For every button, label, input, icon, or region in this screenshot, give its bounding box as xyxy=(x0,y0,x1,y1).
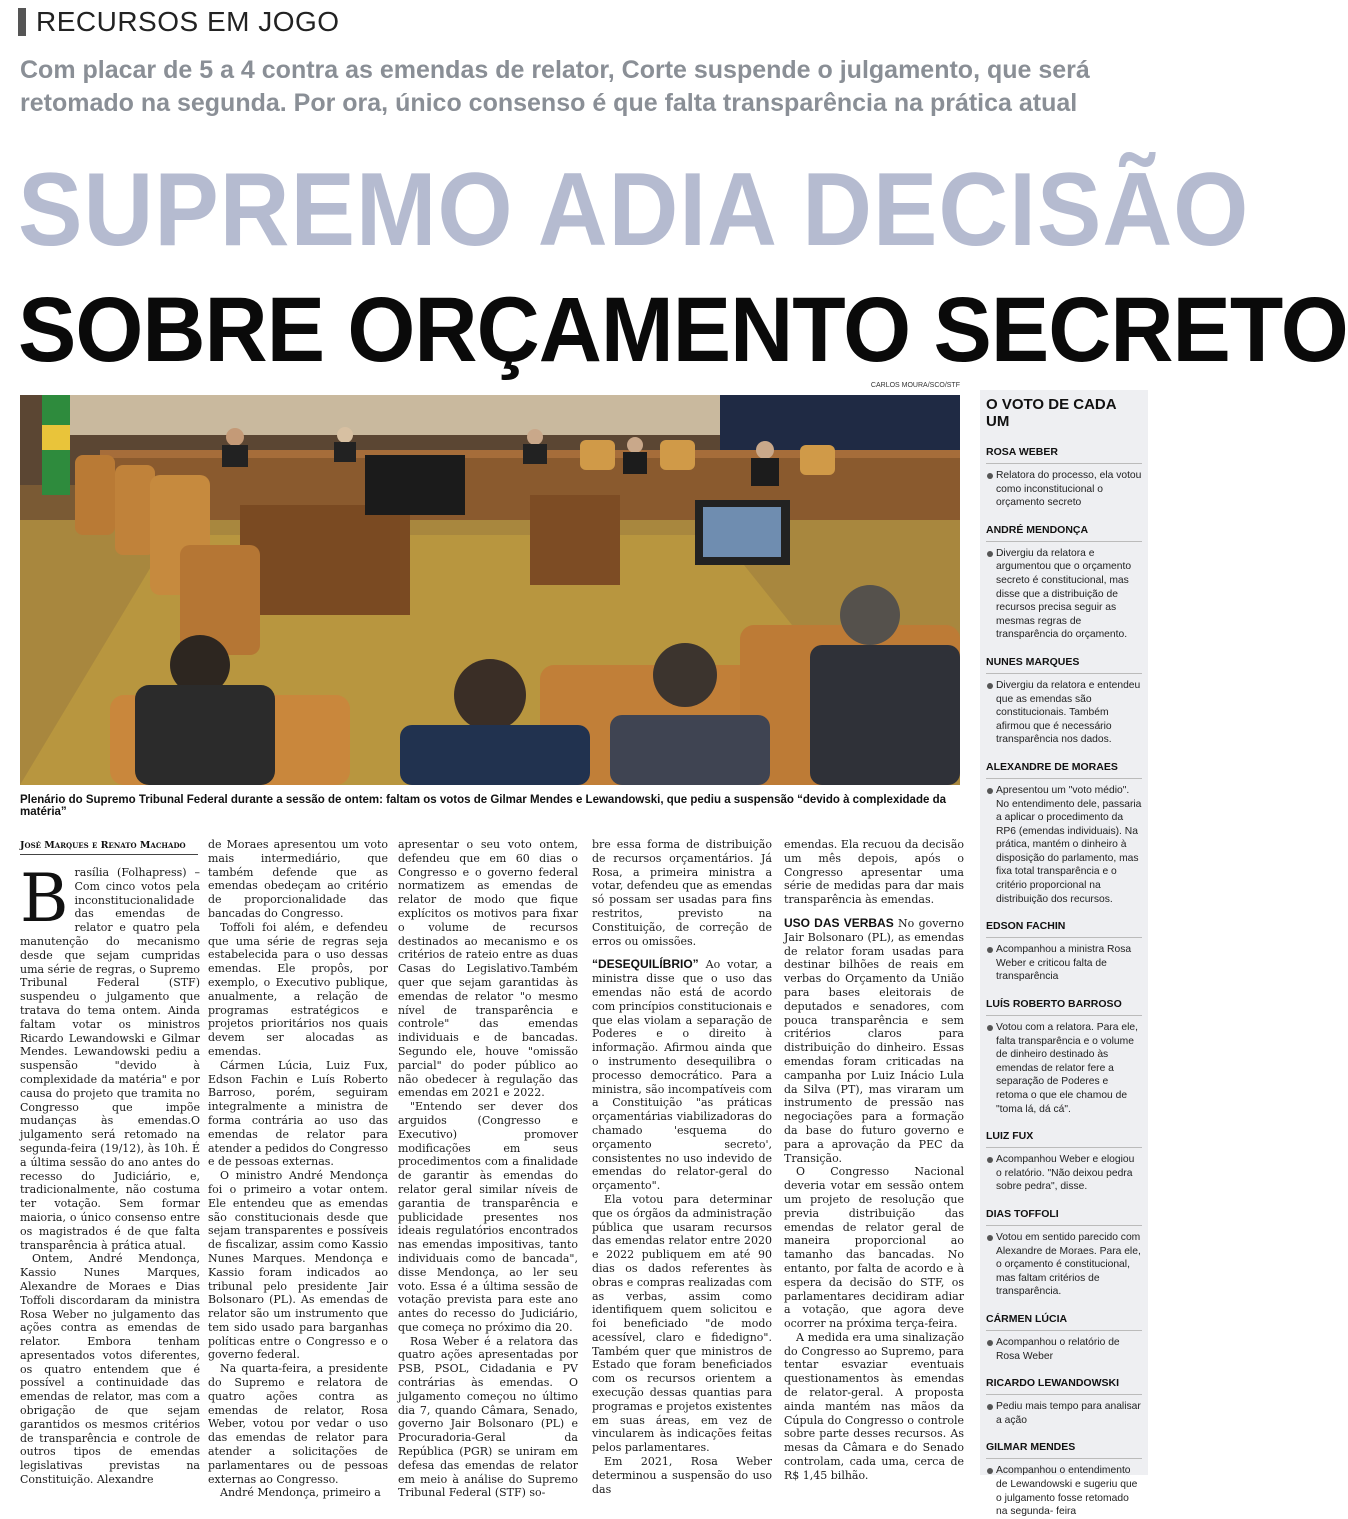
article-paragraph xyxy=(592,958,772,1193)
article-paragraph: Rosa Weber é a relatora das quatro ações apresentadas por PSB, PSOL, Cidadania e PV contrárias às emendas. O julgamento começou no último dia 7, quando Câmara, Senado, governo Jair Bolsonaro (PL) e Procuradoria-Geral da República (PGR) se uniram em defesa das emendas de relator em meio à análise do Supremo Tribunal Federal (STF) so- xyxy=(398,1334,578,1500)
article-paragraph: Ontem, André Mendonça, Kassio Nunes Marques, Alexandre de Moraes e Dias Toffoli discordaram da ministra Rosa Weber no julgamento das ações contra as emendas de relator. Embora tenham apresentados votos diferentes, os quatro entendem que é possível a continuidade das emendas de relator, mas com a obrigação de que sejam garantidos os mesmos critérios de transparência e controle de outros tipos de emendas legislativas previstas na Constituição. Alexandre xyxy=(20,1252,200,1487)
vote-entry xyxy=(986,920,1142,984)
article-paragraph: Ela votou para determinar que os órgãos da administração pública que usaram recursos das emendas relator entre 2020 e 2022 publiquem em até 90 dias os dados referentes às obras e compras realizadas com as verbas, assim como identifiquem quem solicitou e foi beneficiado "de modo acessível, claro e fidedigno". Também quer que ministros de Estado que foram beneficiados com os recursos orientem a execução dessas quantias para programas e projetos existentes em suas áreas, em vez de vincularem às indicações feitas pelos parlamentares. xyxy=(592,1192,772,1455)
article-paragraph: de Moraes apresentou um voto mais intermediário, que também defende que as emendas obedeçam ao critério de proporcionalidade das bancadas do Congresso. xyxy=(208,838,388,920)
article-paragraph: emendas. Ela recuou da decisão um mês depois, após o Congresso apresentar uma série de medidas para dar mais transparência às emendas. xyxy=(784,838,964,907)
minister-name: RICARDO LEWANDOWSKI xyxy=(986,1377,1142,1395)
article-paragraph: Toffoli foi além, e defendeu que uma série de regras seja estabelecida para o uso dessas emendas. Ele propôs, por exemplo, o Executivo publique, anualmente, a relação de programas estratégicos e projetos prioritários nos quais devem ser alocadas as emendas. xyxy=(208,920,388,1058)
vote-description: Votou em sentido parecido com Alexandre de Moraes. Para ele, o orçamento é constitucional, mas faltam critérios de transparência. xyxy=(986,1231,1142,1299)
minister-name: ROSA WEBER xyxy=(986,446,1142,464)
vote-description: Acompanhou Weber e elogiou o relatório. "Não deixou pedra sobre pedra", disse. xyxy=(986,1153,1142,1194)
vote-entry xyxy=(986,998,1142,1116)
vote-entry xyxy=(986,524,1142,642)
kicker-text: Ao votar, a ministra disse que o uso das emendas não está de acordo com princípios constitucionais e que elas violam a separação de Poderes e o direito à informação. Afirmou ainda que o instrumento desequilibra o processo democrático. Para a ministra, são incompatíveis com a Constituição "as práticas orçamentárias viabilizadoras do chamado 'esquema do orçamento secreto', consistentes no uso indevido de emendas do relator-geral do orçamento". xyxy=(592,958,773,1193)
minister-name: NUNES MARQUES xyxy=(986,656,1142,674)
minister-name: DIAS TOFFOLI xyxy=(986,1208,1142,1226)
photo-credit: CARLOS MOURA/SCO/STF xyxy=(870,382,960,389)
minister-name: CÁRMEN LÚCIA xyxy=(986,1313,1142,1331)
vote-entry xyxy=(986,446,1142,510)
minister-name: ALEXANDRE DE MORAES xyxy=(986,761,1142,779)
article-column-3 xyxy=(398,838,578,1500)
photo-caption: Plenário do Supremo Tribunal Federal durante a sessão de ontem: faltam os votos de Gilmar Mendes e Lewandowski, que pediu a suspensão “devido à complexidade da matéria” xyxy=(20,794,946,818)
vote-description: Votou com a relatora. Para ele, falta transparência e o volume de dinheiro destinado às emendas de relator fere a separação de Poderes e retoma o que ele chamou de "toma lá, dá cá". xyxy=(986,1021,1142,1116)
byline: José Marques e Renato Machado xyxy=(20,840,198,855)
article-paragraph: "Entendo ser dever dos arguidos (Congresso e Executivo) promover modificações em seus procedimentos com a finalidade de garantir às emendas do relator geral similar níveis de garantia de transparência e publicidade presentes nos ideais regulatórios encontrados nas emendas impositivas, tanto individuais como de bancada", disse Mendonça, ao ler seu voto. Essa é a última sessão de votação prevista para este ano antes do recesso do Judiciário, que começa no próximo dia 20. xyxy=(398,1100,578,1334)
vote-description: Pediu mais tempo para analisar a ação xyxy=(986,1400,1142,1427)
article-paragraph: rasília (Folhapress) – Com cinco votos pela inconstitucionalidade das emendas de relator e quatro pela manutenção do mecanismo desde que sejam cumpridas uma série de regras, o Supremo Tribunal Federal (STF) suspendeu o julgamento que tratava do tema ontem. Ainda faltam votar os ministros Ricardo Lewandowski e Gilmar Mendes. Lewandowski pediu a suspensão "devido à complexidade da matéria" e por causa do projeto que tramita no Congresso que impõe mudanças às emendas.O julgamento será retomado na segunda-feira (19/12), às 10h. É a última sessão do ano antes do recesso do Judiciário, e, tradicionalmente, não costuma ter votação. Sem formar maioria, o único consenso entre os magistrados é de que falta transparência à prática atual. xyxy=(20,866,200,1252)
section-label: RECURSOS EM JOGO xyxy=(36,6,340,37)
vote-entry xyxy=(986,761,1142,906)
vote-description: Acompanhou a ministra Rosa Weber e criticou falta de transparência xyxy=(986,943,1142,984)
vote-description: Relatora do processo, ela votou como inconstitucional o orçamento secreto xyxy=(986,469,1142,510)
subheadline: Com placar de 5 a 4 contra as emendas de relator, Corte suspende o julgamento, que será retomado na segunda. Por ora, único consenso é que falta transparência na prática atual xyxy=(20,56,1090,117)
article-paragraph: Na quarta-feira, a presidente do Supremo e relatora de quatro ações contra as emendas de relator, Rosa Weber, votou por vedar o uso das emendas de relator para atender a solicitações de parlamentares ou de pessoas externas ao Congresso. xyxy=(208,1362,388,1486)
article-paragraph: O Congresso Nacional deveria votar em sessão ontem um projeto de resolução que previa distribuição das emendas de relator geral de maneira proporcional ao tamanho das bancadas. No entanto, por falta de acordo e à espera da decisão do STF, os parlamentares decidiram adiar a votação, que agora deve ocorrer na próxima terça-feira. xyxy=(784,1165,964,1331)
section-marker xyxy=(18,8,26,36)
article-paragraph: Em 2021, Rosa Weber determinou a suspensão do uso das xyxy=(592,1455,772,1496)
minister-name: LUÍS ROBERTO BARROSO xyxy=(986,998,1142,1016)
vote-description: Acompanhou o relatório de Rosa Weber xyxy=(986,1336,1142,1363)
vote-entry xyxy=(986,1313,1142,1363)
vote-entry xyxy=(986,1208,1142,1299)
vote-entry xyxy=(986,1377,1142,1427)
section-header xyxy=(18,6,340,38)
article-paragraph: André Mendonça, primeiro a xyxy=(220,1486,381,1500)
kicker-text: No governo Jair Bolsonaro (PL), as emendas de relator foram usadas para destinar bilhões de reais em verbas do Orçamento da União para bases eleitorais de deputados e senadores, com pouca transparência e sem critérios claros para distribuição do dinheiro. Essas emendas foram criticadas na campanha por Luiz Inácio Lula da Silva (PT), mas viraram um instrumento de pressão nas negociações para a formação da base do futuro governo e para a aprovação da PEC da Transição. xyxy=(784,916,964,1165)
article-column-2 xyxy=(208,838,388,1500)
minister-name: GILMAR MENDES xyxy=(986,1441,1142,1459)
vote-entry xyxy=(986,1441,1142,1518)
section-kicker: USO DAS VERBAS xyxy=(784,915,894,930)
votes-sidebar xyxy=(980,390,1148,1518)
minister-name: ANDRÉ MENDONÇA xyxy=(986,524,1142,542)
minister-name: EDSON FACHIN xyxy=(986,920,1142,938)
vote-description: Acompanhou o entendimento de Lewandowski e sugeriu que o julgamento fosse retomado na segunda- feira xyxy=(986,1464,1142,1518)
headline-line-1: SUPREMO ADIA DECISÃO xyxy=(18,152,1250,268)
article-paragraph: apresentar o seu voto ontem, defendeu que em 60 dias o Congresso e o governo federal normatizem as emendas de relator de modo que fique explícitos os motivos para fixar o volume de recursos destinados ao mecanismo e os critérios de rateio entre as duas Casas do Legislativo.Também quer que sejam garantidas às emendas de relator "o mesmo nível de transparência e controle" das emendas individuais e de bancadas. Segundo ele, houve "omissão parcial" do poder público ao não obedecer à regulação das emendas em 2021 e 2022. xyxy=(398,838,578,1100)
vote-entry xyxy=(986,1130,1142,1194)
article-paragraph: A medida era uma sinalização do Congresso ao Supremo, para tentar esvaziar eventuais questionamentos às emendas de relator-geral. A proposta ainda mantém nas mãos da Cúpula do Congresso o controle sobre parte desses recursos. As mesas da Câmara e do Senado controlam, cada uma, cerca de R$ 1,45 bilhão. xyxy=(784,1330,964,1482)
sidebar-title: O VOTO DE CADA UM xyxy=(986,396,1117,430)
article-column-4 xyxy=(592,838,773,1496)
vote-description: Divergiu da relatora e entendeu que as emendas são constitucionais. Também afirmou que é necessário transparência nos dados. xyxy=(986,679,1142,747)
article-paragraph xyxy=(784,917,964,1165)
article-column-5 xyxy=(784,838,964,1482)
section-kicker: “DESEQUILÍBRIO” xyxy=(592,957,699,972)
plenary-photo xyxy=(20,395,960,785)
plenary-illustration xyxy=(20,395,960,785)
article-column-1 xyxy=(20,860,200,1487)
vote-description: Apresentou um "voto médio". No entendimento dele, passaria a aplicar o procedimento da RP6 (emendas individuais). Na prática, mantém o dinheiro à disposição do parlamento, mas fixa total transparência e o critério proporcional na distribuição dos recursos. xyxy=(986,784,1142,906)
headline-line-2: SOBRE ORÇAMENTO SECRETO xyxy=(18,279,1348,381)
article-paragraph: Cármen Lúcia, Luiz Fux, Edson Fachin e Luís Roberto Barroso, porém, seguiram integralmente a ministra de forma contrária ao uso das emendas de relator para atender a pedidos do Congresso e de pessoas externas. xyxy=(208,1058,388,1169)
drop-cap: B xyxy=(20,860,69,937)
vote-entry xyxy=(986,656,1142,747)
vote-description: Divergiu da relatora e argumentou que o orçamento secreto é constitucional, mas disse que a distribuição de recursos precisa seguir as mesmas regras de transparência do orçamento. xyxy=(986,547,1142,642)
minister-name: LUIZ FUX xyxy=(986,1130,1142,1148)
article-paragraph: bre essa forma de distribuição de recursos orçamentários. Já Rosa, a primeira ministra a votar, defendeu que as emendas só possam ser usadas para fins restritos, previsto na Constituição, de correção de erros ou omissões. xyxy=(592,838,772,948)
article-paragraph: O ministro André Mendonça foi o primeiro a votar ontem. Ele entendeu que as emendas são constitucionais desde que sejam transparentes e possíveis de fiscalizar, assim como Kassio Nunes Marques. Mendonça e Kassio foram indicados ao tribunal pelo presidente Jair Bolsonaro (PL). As emendas de relator são um instrumento que tem sido usado para barganhas políticas entre o Congresso e o governo federal. xyxy=(208,1169,388,1362)
